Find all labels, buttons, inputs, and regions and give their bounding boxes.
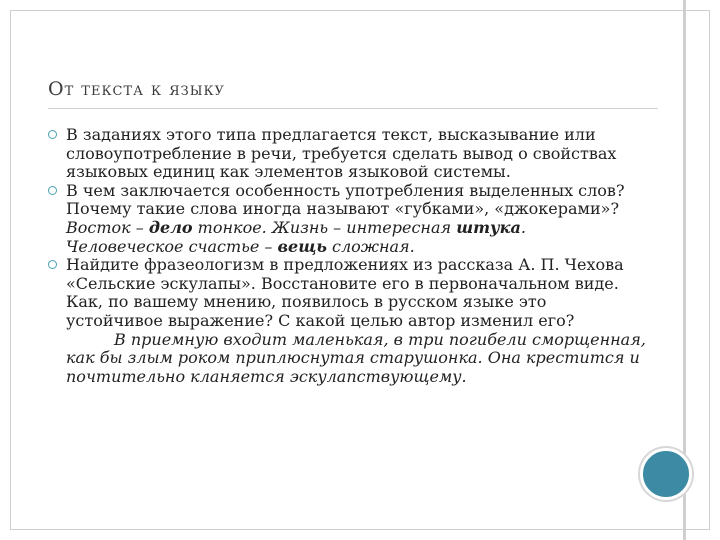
example-sentences (66, 218, 526, 256)
example-text: сложная. (326, 236, 415, 256)
bullet-text-1: В заданиях этого типа предлагается текст, высказывание или словоупотребление в речи, требуется сделать вывод о свойствах языковых единиц как элементов языковой системы. (66, 125, 617, 182)
highlighted-word: штука (456, 217, 521, 237)
question-text: В чем заключается особенность употребления выделенных слов? Почему такие слова иногда называют «губками», «джокерами»? (66, 180, 625, 219)
chekhov-quote: В приемную входит маленькая, в три погибели сморщенная, как бы злым роком приплюснутая старушонка. Она крестится и почтительно кланяется эскулапствующему. (66, 329, 646, 386)
title-underline (48, 108, 658, 109)
decorative-circle (640, 448, 692, 500)
example-text: тонкое. Жизнь – интересная (192, 217, 457, 237)
example-text: Восток – (66, 217, 149, 237)
bullet-text-3: Найдите фразеологизм в предложениях из рассказа А. П. Чехова «Сельские эскулапы». Восстановите его в первоначальном виде. Как, по вашему мнению, появилось в русском языке это устойчивое выражение? С какой целью автор изменил его? (66, 255, 624, 330)
bullet-item-2 (48, 182, 648, 256)
example-text: . Человеческое счастье – (66, 217, 526, 256)
slide-title: От текста к языку (48, 78, 225, 100)
bullet-list (48, 126, 648, 386)
bullet-item-1 (48, 126, 648, 182)
bullet-icon (48, 186, 57, 195)
highlighted-word: вещь (277, 236, 327, 256)
bullet-icon (48, 260, 57, 269)
bullet-item-3 (48, 256, 648, 386)
highlighted-word: дело (148, 217, 193, 237)
bullet-text-2 (66, 182, 648, 256)
bullet-icon (48, 130, 57, 139)
